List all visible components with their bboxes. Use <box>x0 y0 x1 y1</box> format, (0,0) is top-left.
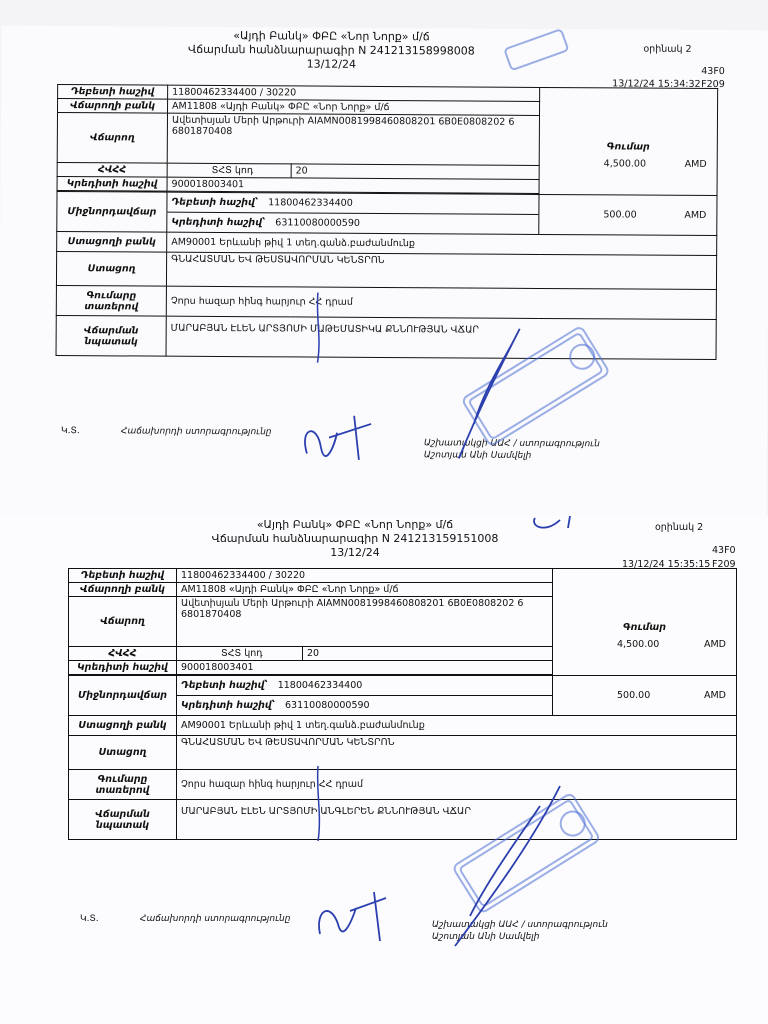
credit-account-value: 900018003401 <box>167 177 539 193</box>
credit-account-value: 900018003401 <box>177 661 553 675</box>
client-signature-label: Հաճախորդի ստորագրությունը <box>140 914 291 924</box>
code-1: 43F0 <box>701 65 725 78</box>
staff-signature-label: Աշխատակցի ԱԱՀ / ստորագրություն <box>432 920 608 930</box>
copy-label: օրինակ 2 <box>643 43 692 55</box>
row-recipient <box>56 251 716 289</box>
debit-account-value: 11800462334400 / 30220 <box>168 85 540 101</box>
row-purpose <box>69 800 737 840</box>
inter-credit-value: 63110080000590 <box>275 217 360 229</box>
staff-name: Աշոտյան Անի Սամվելի <box>432 932 540 942</box>
row-recipient-bank <box>69 716 737 736</box>
purpose-label: Վճարման նպատակ <box>69 800 177 840</box>
hvhh-label: ՀՎՀՀ <box>57 163 167 178</box>
purpose-label: Վճարման նպատակ <box>56 315 166 356</box>
slip-header <box>161 29 501 73</box>
timestamp: 13/12/24 15:35:15 <box>622 559 711 570</box>
top-signature-icon <box>534 516 570 528</box>
amount-header: Գումար <box>606 141 650 153</box>
ssn-label <box>177 647 303 661</box>
ssn-label-text: ՏՀՏ կոդ <box>221 648 263 659</box>
payer-bank-label: Վճարողի բանկ <box>69 583 177 597</box>
code-1: 43F0 <box>712 545 736 556</box>
purpose-value: ՄԱՐԱԲՅԱՆ ԷԼԵՆ ԱՐՏՅՈՄԻ ՄԱԹԵՄԱՏԻԿԱ ՔՆՆՈՒԹՅԱՆ ՎՃԱՐ <box>166 316 716 359</box>
purpose-value: ՄԱՐԱԲՅԱՆ ԷԼԵՆ ԱՐՏՅՈՄԻ ԱՆԳԼԵՐԵՆ ՔՆՆՈՒԹՅԱՆ ՎՃԱՐ <box>177 800 737 840</box>
ssn-label-text: ՏՀՏ կոդ <box>211 164 254 177</box>
payer-label: Վճարող <box>69 597 177 647</box>
row-recipient <box>69 736 737 770</box>
staff-signature-label: Աշխատակցի ԱԱՀ / ստորագրություն <box>423 438 600 450</box>
row-amount-words <box>56 285 716 319</box>
slip-header <box>185 518 525 560</box>
payer-value: Ավետիսյան Մերի Արթուրի AIAMN0081998460808201 6B0E0808202 6 6801870408 <box>177 597 553 647</box>
recipient-bank-label: Ստացողի բանկ <box>69 716 177 736</box>
amount-words-value: Չորս հազար հինգ հարյուր ՀՀ դրամ <box>177 770 737 800</box>
inter-debit <box>167 193 538 215</box>
recipient-value: ԳՆԱՀԱՏՄԱՆ ԵՎ ԹԵՍՏԱՎՈՐՄԱՆ ԿԵՆՏՐՈՆ <box>177 736 737 770</box>
amount-fee: 500.00 <box>617 690 651 701</box>
payer-bank-value: AM11808 «Այդի Բանկ» ՓԲԸ «Նոր Նորք» մ/ճ <box>177 583 553 597</box>
payment-table <box>56 84 719 360</box>
row-intermediary <box>57 192 717 236</box>
inter-debit-value: 11800462334400 <box>268 197 353 209</box>
stamp-place-label: Կ.Տ. <box>80 914 99 924</box>
amount-words-label: Գումարը տառերով <box>56 285 166 316</box>
amount-main: 4,500.00 <box>603 158 647 170</box>
currency-main: AMD <box>684 158 707 170</box>
fee-cell <box>553 676 737 716</box>
payment-table <box>68 568 737 840</box>
staff-name: Աշոտյան Անի Սամվելի <box>423 450 532 461</box>
payer-label: Վճարող <box>57 113 167 164</box>
payer-bank-label: Վճարողի բանկ <box>58 99 168 114</box>
inter-credit-value: 63110080000590 <box>284 700 370 711</box>
amount-cell <box>553 597 737 676</box>
document-title: Վճարման հանձնարարագիր N 241213159151008 <box>211 532 499 545</box>
currency-fee: AMD <box>684 209 707 221</box>
debit-account-label: Դեբետի հաշիվ <box>69 569 177 583</box>
amount-header: Գումար <box>623 621 666 633</box>
recipient-value: ԳՆԱՀԱՏՄԱՆ ԵՎ ԹԵՍՏԱՎՈՐՄԱՆ ԿԵՆՏՐՈՆ <box>166 252 716 289</box>
recipient-bank-label: Ստացողի բանկ <box>57 232 167 253</box>
signature-icon <box>319 892 386 941</box>
timestamp: 13/12/24 15:34:32 <box>612 78 701 90</box>
inter-credit-label: Կրեդիտի հաշիվ՝ <box>171 216 266 229</box>
inter-credit <box>177 696 552 715</box>
recipient-bank-value: AM90001 Երևանի թիվ 1 տեղ.գանձ.բաժանմունք <box>177 716 737 736</box>
amount-main: 4,500.00 <box>617 638 660 650</box>
payment-order-slip-2 <box>0 516 768 1024</box>
credit-account-label: Կրեդիտի հաշիվ <box>69 661 177 675</box>
stamp-place-label: Կ.Տ. <box>61 426 80 437</box>
copy-label: օրինակ 2 <box>655 522 704 533</box>
inter-debit-label: Դեբետի հաշիվ՝ <box>181 680 268 691</box>
recipient-bank-value: AM90001 Երևանի թիվ 1 տեղ.գանձ.բաժանմունք <box>167 232 717 255</box>
bank-line: «Այդի Բանկ» ՓԲԸ «Նոր Նորք» մ/ճ <box>256 518 454 531</box>
bank-line: «Այդի Բանկ» ՓԲԸ «Նոր Նորք» մ/ճ <box>233 29 430 44</box>
currency-main: AMD <box>703 638 726 650</box>
currency-fee: AMD <box>703 690 726 701</box>
fee-cell <box>539 194 717 235</box>
row-amount-words <box>69 770 737 800</box>
client-signature-label: Հաճախորդի ստորագրությունը <box>121 426 272 438</box>
row-payer <box>57 113 717 167</box>
payer-value: Ավետիսյան Մերի Արթուրի AIAMN0081998460808201 6B0E0808202 6 6801870408 <box>167 113 539 165</box>
row-purpose <box>56 315 716 359</box>
amount-words-label: Գումարը տառերով <box>69 770 177 800</box>
payment-order-slip-1 <box>0 26 768 531</box>
credit-account-label: Կրեդիտի հաշիվ <box>57 177 167 192</box>
debit-account-value: 11800462334400 / 30220 <box>177 569 553 583</box>
signature-icon <box>305 416 371 460</box>
row-payer <box>69 597 737 647</box>
amount-cell <box>539 115 717 195</box>
intermediary-label: Միջնորդավճար <box>57 192 167 233</box>
debit-account-label: Դեբետի հաշիվ <box>58 85 168 100</box>
recipient-label: Ստացող <box>69 736 177 770</box>
payer-bank-value: AM11808 «Այդի Բանկ» ՓԲԸ «Նոր Նորք» մ/ճ <box>168 99 540 115</box>
document-title: Վճարման հանձնարարագիր N 241213158998008 <box>187 42 475 58</box>
inter-credit <box>167 213 538 234</box>
inter-debit-value: 11800462334400 <box>277 680 363 691</box>
code-2: F209 <box>701 78 725 91</box>
inter-debit-label: Դեբետի հաշիվ՝ <box>171 196 259 209</box>
document-date: 13/12/24 <box>330 546 380 559</box>
code-2: F209 <box>712 559 736 570</box>
intermediary-label: Միջնորդավճար <box>69 676 177 716</box>
amount-fee: 500.00 <box>603 209 637 221</box>
ssn-label <box>167 163 291 178</box>
ssn-value: 20 <box>291 164 539 180</box>
hvhh-label: ՀՎՀՀ <box>69 647 177 661</box>
inter-credit-label: Կրեդիտի հաշիվ՝ <box>181 700 275 711</box>
amount-words-value: Չորս հազար հինգ հարյուր ՀՀ դրամ <box>166 286 716 319</box>
inter-debit <box>177 676 552 696</box>
recipient-label: Ստացող <box>56 251 166 286</box>
document-date: 13/12/24 <box>306 57 357 71</box>
ssn-value: 20 <box>303 647 553 661</box>
row-debit-account <box>69 569 737 583</box>
row-intermediary <box>69 676 737 716</box>
